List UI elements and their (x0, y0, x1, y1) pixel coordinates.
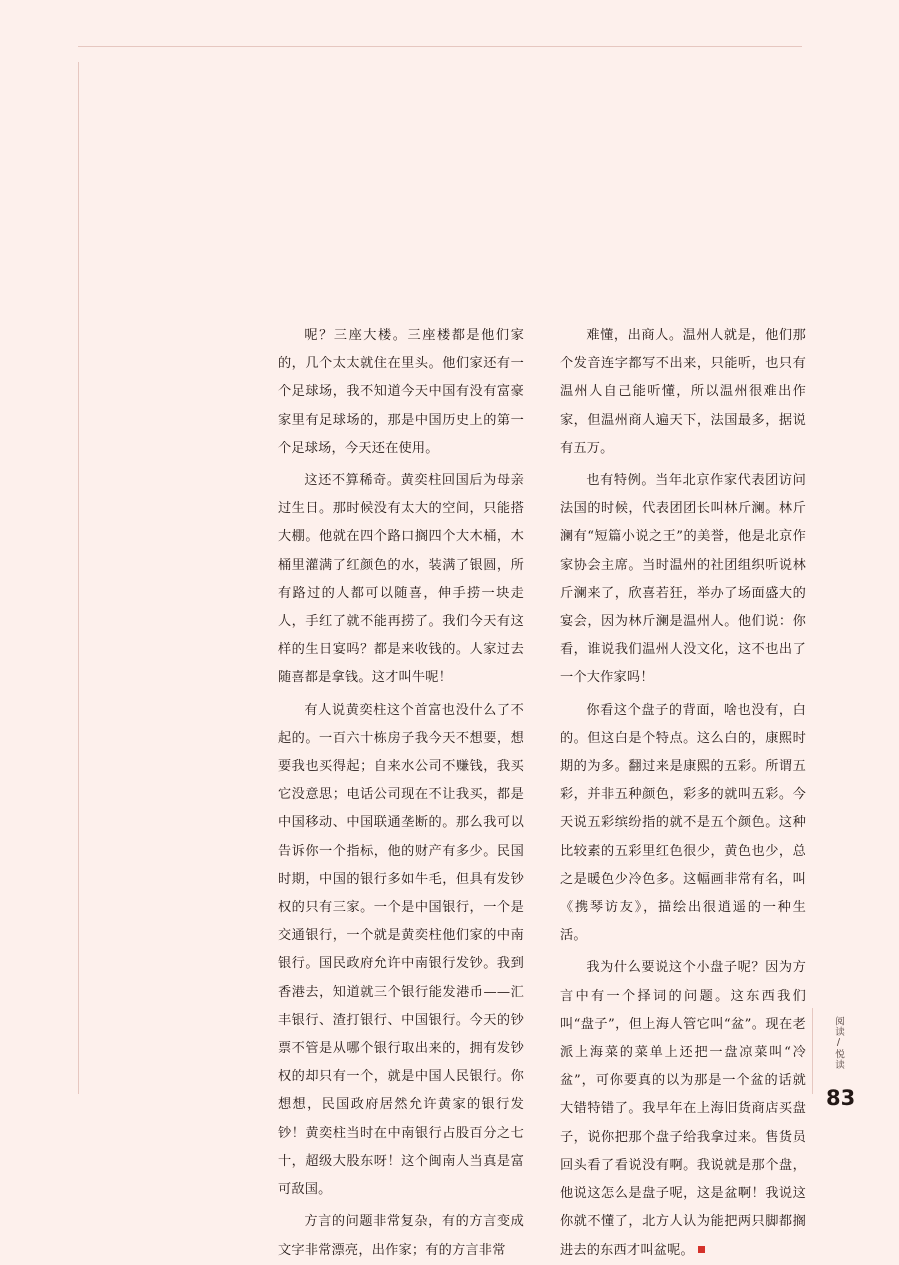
right-divider (812, 1008, 813, 1094)
left-column (278, 322, 524, 1258)
paragraph-text: 我为什么要说这个小盘子呢？因为方言中有一个择词的问题。这东西我们叫“盘子”，但上海人管它叫“盆”。现在老派上海菜的菜单上还把一盘凉菜叫“冷盆”，可你要真的以为那是一个盆的话就大错特错了。我早年在上海旧货商店买盘子，说你把那个盘子给我拿过来。售货员回头看了看说没有啊。我说就是那个盘，他说这怎么是盘子呢，这是盆啊！我说这你就不懂了，北方人认为能把两只脚都搁进去的东西才叫盆呢。 (560, 960, 806, 1258)
paragraph: 方言的问题非常复杂，有的方言变成文字非常漂亮，出作家；有的方言非常 (278, 1214, 524, 1258)
body-columns (278, 322, 806, 1258)
paragraph: 有人说黄奕柱这个首富也没什么了不起的。一百六十栋房子我今天不想要，想要我也买得起；自来水公司不赚钱，我买它没意思；电话公司现在不让我买，都是中国移动、中国联通垄断的。那么我可以告诉你一个指标，他的财产有多少。民国时期，中国的银行多如牛毛，但具有发钞权的只有三家。一个是中国银行，一个是交通银行，一个就是黄奕柱他们家的中南银行。国民政府允许中南银行发钞。我到香港去，知道就三个银行能发港币——汇丰银行、渣打银行、中国银行。今天的钞票不管是从哪个银行取出来的，拥有发钞权的却只有一个，就是中国人民银行。你想想，民国政府居然允许黄家的银行发钞！黄奕柱当时在中南银行占股百分之七十，超级大股东呀！这个闽南人当真是富可敌国。 (278, 702, 524, 1198)
running-head: 阅读/悦读 (833, 1016, 844, 1070)
paragraph: 这还不算稀奇。黄奕柱回国后为母亲过生日。那时候没有太大的空间，只能搭大棚。他就在四个路口搁四个大木桶，木桶里灌满了红颜色的水，装满了银圆，所有路过的人都可以随喜，伸手捞一块走人，手红了就不能再捞了。我们今天有这样的生日宴吗？都是来收钱的。人家过去随喜都是拿钱。这才叫牛呢！ (278, 473, 524, 686)
top-divider (78, 46, 802, 47)
paragraph: 难懂，出商人。温州人就是，他们那个发音连字都写不出来，只能听，也只有温州人自己能听懂，所以温州很难出作家，但温州商人遍天下，法国最多，据说有五万。 (560, 328, 806, 456)
paragraph: 你看这个盘子的背面，啥也没有，白的。但这白是个特点。这么白的，康熙时期的为多。翻过来是康熙的五彩。所谓五彩，并非五种颜色，彩多的就叫五彩。今天说五彩缤纷指的就不是五个颜色。这种比较素的五彩里红色很少，黄色也少，总之是暖色少冷色多。这幅画非常有名，叫《携琴访友》，描绘出很逍遥的一种生活。 (560, 702, 806, 944)
paragraph-final (560, 954, 806, 1264)
page-number: 83 (826, 1086, 856, 1110)
right-column (560, 322, 806, 1258)
end-of-article-mark (698, 1246, 705, 1253)
paragraph: 呢？三座大楼。三座楼都是他们家的，几个太太就住在里头。他们家还有一个足球场，我不知道今天中国有没有富豪家里有足球场的，那是中国历史上的第一个足球场，今天还在使用。 (278, 328, 524, 456)
paragraph: 也有特例。当年北京作家代表团访问法国的时候，代表团团长叫林斤澜。林斤澜有“短篇小说之王”的美誉，他是北京作家协会主席。当时温州的社团组织听说林斤澜来了，欣喜若狂，举办了场面盛大的宴会，因为林斤澜是温州人。他们说：你看，谁说我们温州人没文化，这不也出了一个大作家吗！ (560, 473, 806, 686)
left-divider (78, 62, 79, 1094)
